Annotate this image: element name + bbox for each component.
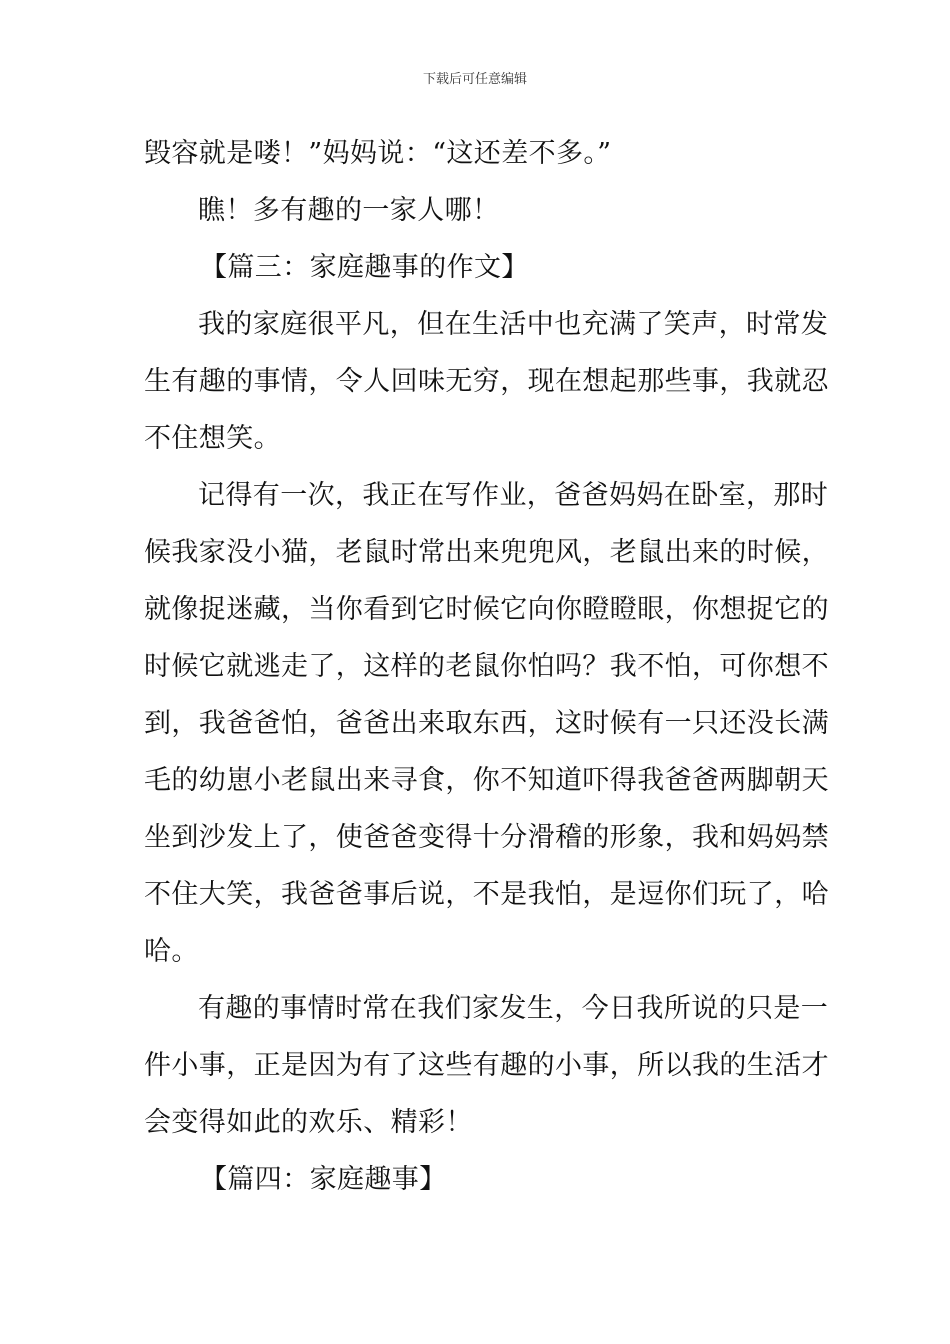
text-line: 记得有一次，我正在写作业，爸爸妈妈在卧室，那时	[198, 480, 829, 511]
text-line: 到，我爸爸怕，爸爸出来取东西，这时候有一只还没长满	[144, 708, 829, 739]
section-heading: 【篇三：家庭趣事的作文】	[200, 252, 529, 283]
text-line: 我的家庭很平凡，但在生活中也充满了笑声，时常发	[198, 309, 829, 340]
text-line: 瞧！多有趣的一家人哪！	[198, 195, 500, 226]
text-line: 时候它就逃走了，这样的老鼠你怕吗？我不怕，可你想不	[144, 651, 829, 682]
text-line: 哈。	[144, 936, 199, 967]
text-line: 毛的幼崽小老鼠出来寻食，你不知道吓得我爸爸两脚朝天	[144, 765, 829, 796]
text-line: 不住想笑。	[144, 423, 281, 454]
text-line: 有趣的事情时常在我们家发生，今日我所说的只是一	[198, 993, 829, 1024]
text-line: 不住大笑，我爸爸事后说，不是我怕，是逗你们玩了，哈	[144, 879, 829, 910]
section-heading: 【篇四：家庭趣事】	[200, 1164, 447, 1195]
text-line: 毁容就是喽！”妈妈说：“这还差不多。”	[144, 138, 612, 169]
document-body	[144, 125, 829, 1208]
text-line: 生有趣的事情，令人回味无穷，现在想起那些事，我就忍	[144, 366, 829, 397]
text-line: 坐到沙发上了，使爸爸变得十分滑稽的形象，我和妈妈禁	[144, 822, 829, 853]
text-line: 会变得如此的欢乐、精彩！	[144, 1107, 473, 1138]
page-header: 下载后可任意编辑	[422, 72, 527, 87]
text-line: 件小事，正是因为有了这些有趣的小事，所以我的生活才	[144, 1050, 829, 1081]
text-line: 候我家没小猫，老鼠时常出来兜兜风，老鼠出来的时候，	[144, 537, 829, 568]
text-line: 就像捉迷藏，当你看到它时候它向你瞪瞪眼，你想捉它的	[144, 594, 829, 625]
